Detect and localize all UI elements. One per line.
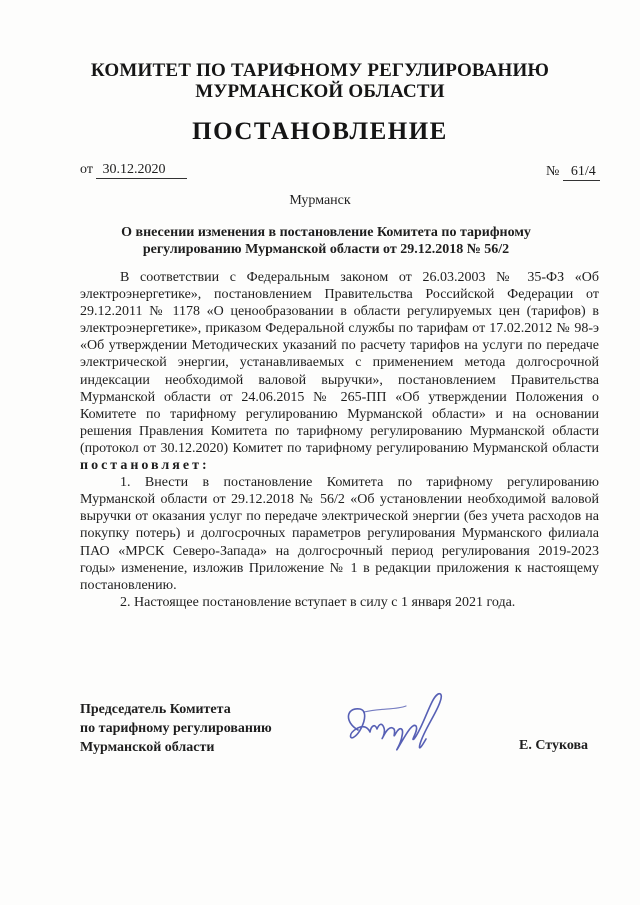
signatory-title-line-3: Мурманской области (80, 740, 215, 755)
signatory-name: Е. Стукова (519, 738, 589, 753)
number-prefix: № (546, 164, 560, 179)
document-subject (110, 224, 542, 258)
date-value: 30.12.2020 (96, 162, 187, 179)
document-body (80, 269, 599, 611)
item-1-paragraph: 1. Внести в постановление Комитета по тарифному регулированию Мурманской области от 29.12.2018 № 56/2 «Об установлении необходимой валовой выручки от оказания услуг по передаче электрической энергии (без учета расходов на покупку потерь) и долгосрочных параметров регулирования Мурманского филиала ПАО «МРСК Северо-Запада» на долгосрочный период регулирования 2019-2023 годы» изменение, изложив Приложение № 1 в редакции приложения к настоящему постановлению. (80, 475, 599, 593)
preamble-text: В соответствии с Федеральным законом от 26.03.2003 № 35-ФЗ «Об электроэнергетике», постановлением Правительства Российской Федерации от 29.12.2011 № 1178 «О ценообразовании в области регулируемых цен (тарифов) в электроэнергетике», приказом Федеральной службы по тарифам от 17.02.2012 № 98-э «Об утверждении Методических указаний по расчету тарифов на услуги по передаче электрической энергии, устанавливаемых с применением метода долгосрочной индексации необходимой валовой выручки», постановлением Правительства Мурманской области от 24.06.2015 № 265-ПП «Об утверждении Положения о Комитете по тарифному регулированию Мурманской области» и на основании решения Правления Комитета по тарифному регулированию Мурманской области (протокол от 30.12.2020) Комитет по тарифному регулированию Мурманской области (80, 270, 599, 456)
signatory-title (80, 700, 272, 757)
item-2-paragraph: 2. Настоящее постановление вступает в силу с 1 января 2021 года. (120, 594, 516, 610)
preamble-paragraph (80, 269, 599, 474)
city-name: Мурманск (289, 193, 351, 208)
subject-line-1: О внесении изменения в постановление Комитета по тарифному (121, 225, 531, 240)
org-line-1: КОМИТЕТ ПО ТАРИФНОМУ РЕГУЛИРОВАНИЮ (90, 60, 550, 81)
number-value: 61/4 (563, 164, 600, 181)
handwritten-signature (340, 682, 455, 762)
organization-name (0, 60, 640, 102)
document-number (546, 164, 600, 181)
document-date (80, 162, 187, 179)
signatory-title-line-2: по тарифному регулированию (80, 721, 272, 736)
org-line-2: МУРМАНСКОЙ ОБЛАСТИ (195, 81, 445, 102)
signatory-title-line-1: Председатель Комитета (80, 702, 231, 717)
date-prefix: от (80, 162, 93, 177)
resolves-word: постановляет: (80, 458, 210, 474)
document-type-title: ПОСТАНОВЛЕНИЕ (192, 118, 448, 145)
subject-line-2: регулированию Мурманской области от 29.12.2018 № 56/2 (142, 242, 510, 257)
